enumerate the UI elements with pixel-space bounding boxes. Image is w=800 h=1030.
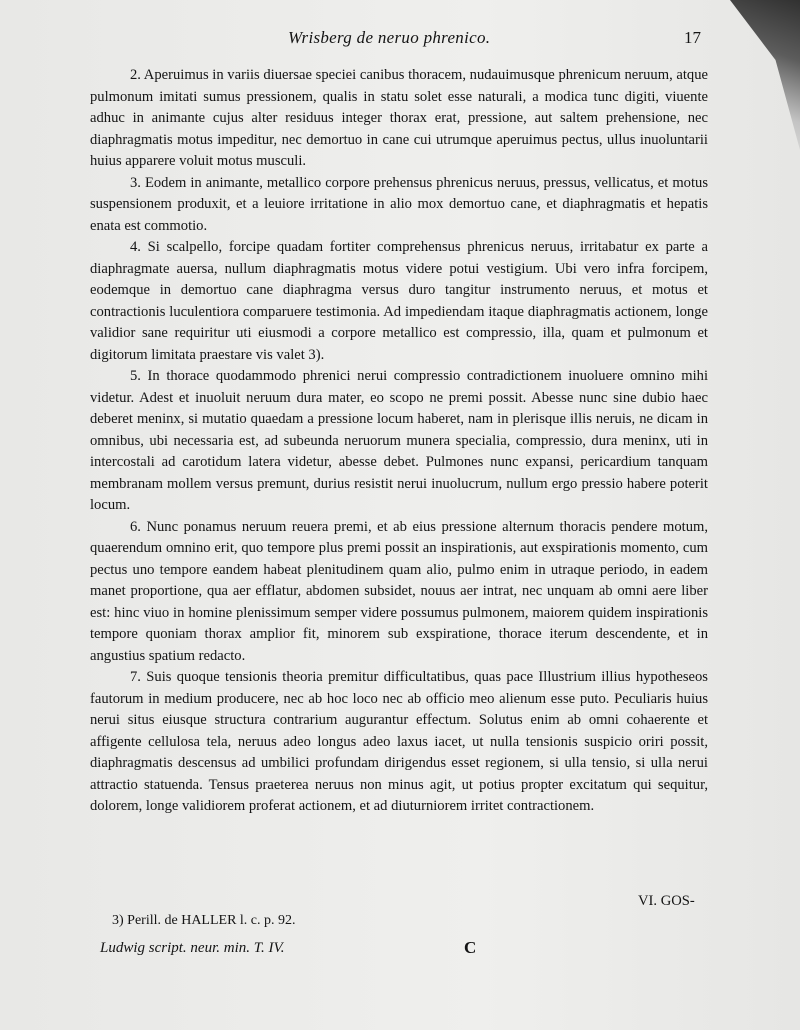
catchword: VI. GOS-	[638, 893, 695, 909]
signature-row	[90, 940, 710, 964]
paragraph-7: 7. Suis quoque tensionis theoria premitur difficultatibus, quas pace Illustrium illius hypotheseos fautorum in medium producere, nec ab hoc loco nec ab officio meo alienum esse puto. Peculiaris huius nerui situs eiusque structura contrarium augurantur effectum. Solutus enim ab omni cohaerente et affigente cellulosa tela, neruus adeo longus adeo laxus iacet, ut nulla tensionis suspicio oriri possit, diaphragmatis descensus ad umbilici profundam dirigendus esset regionem, si ulla tensio, si ulla nerui attractio statuenda. Tensus praeterea neruus non minus agit, ut potius propter excitatum qui sequitur, dolorem, longe validiorem proferat actionem, et ad diuturniorem irritet contractionem.	[90, 669, 708, 814]
page-corner-shadow	[730, 0, 800, 150]
page-number: 17	[684, 28, 701, 47]
page-header	[0, 28, 800, 52]
paragraph-4: 4. Si scalpello, forcipe quadam fortiter comprehensus phrenicus neruus, irritabatur ex parte a diaphragmate auersa, nullum diaphragmatis motus videre potui vestigium. Ubi vero infra forcipem, eodemque in demortuo cane diaphragma versus duro tangitur instrumento neruus, et motus et contractionis luculentiora comparuere testimonia. Ad impediendam itaque diaphragmatis actionem, longe validior sane requiritur uti eiusmodi a corpore metallico est compressio, illa, quam et pulmonum et digitorum limitata praestare vis valet 3).	[90, 239, 708, 363]
paragraph-6: 6. Nunc ponamus neruum reuera premi, et ab eius pressione alternum thoracis pendere motum, quaerendum omnino erit, quo tempore plus premi possit an inspirationis, aut exspirationis momento, cum pectus uno tempore eandem habeat plenitudinem quam alio, pulmo enim in utraque periodo, in eadem manet proportione, qua aer efflatur, abdomen subsidet, nouus aer intrat, nec unquam ab omni aere liber est: hinc viuo in homine plenissimum semper videre possumus pulmonem, maiorem quidem inspirationis tempore quoniam thorax amplior fit, minorem sub exspiratione, thorace iterum descendente, et in angustius spatium redacto.	[90, 518, 708, 664]
signature-mark: C	[464, 938, 477, 957]
running-title: Wrisberg de neruo phrenico.	[288, 28, 491, 47]
body-text	[90, 65, 708, 818]
paragraph-3: 3. Eodem in animante, metallico corpore prehensus phrenicus neruus, pressus, vellicatus, et motus suspensionem produxit, et a leuiore irritatione in alio mox demortuo cane, et diaphragmatis et hepatis enata est commotio.	[90, 174, 708, 234]
signature-reference: Ludwig script. neur. min. T. IV.	[100, 940, 285, 956]
paragraph-2: 2. Aperuimus in variis diuersae speciei canibus thoracem, nudauimusque phrenicum neruum, atque pulmonum imitati sumus pressionem, qualis in statu solet esse naturali, a modica tunc digiti, viuente adhuc in animante cujus alter residuus integer thorax erat, pressione, aut saltem prehensione, nec diaphragmatis motus impeditur, nec demortuo in cane cui utrumque aperuimus pectus, ullus inuoluntarii huius apparere voluit motus musculi.	[90, 67, 708, 169]
paragraph-5: 5. In thorace quodammodo phrenici nerui compressio contradictionem inuoluere omnino mihi videtur. Adest et inuoluit neruum dura mater, eo scopo ne premi possit. Abesse nunc sine dubio haec deberet meninx, si mutatio quaedam a pressione locum haberet, nam in plerisque illis neruis, ne dicam in omnibus, ubi necessaria est, ad subeunda neruorum munera specialia, compressio, dura meninx, uti in intercostali ad carotidum latera videtur, abesse debet. Pulmones nunc expansi, pericardium tanquam membranam mollem versus premunt, durius resistit nerui inuolucrum, nullum ergo pressio habere poterit locum.	[90, 368, 708, 513]
footnote: 3) Perill. de HALLER l. c. p. 92.	[112, 913, 296, 928]
